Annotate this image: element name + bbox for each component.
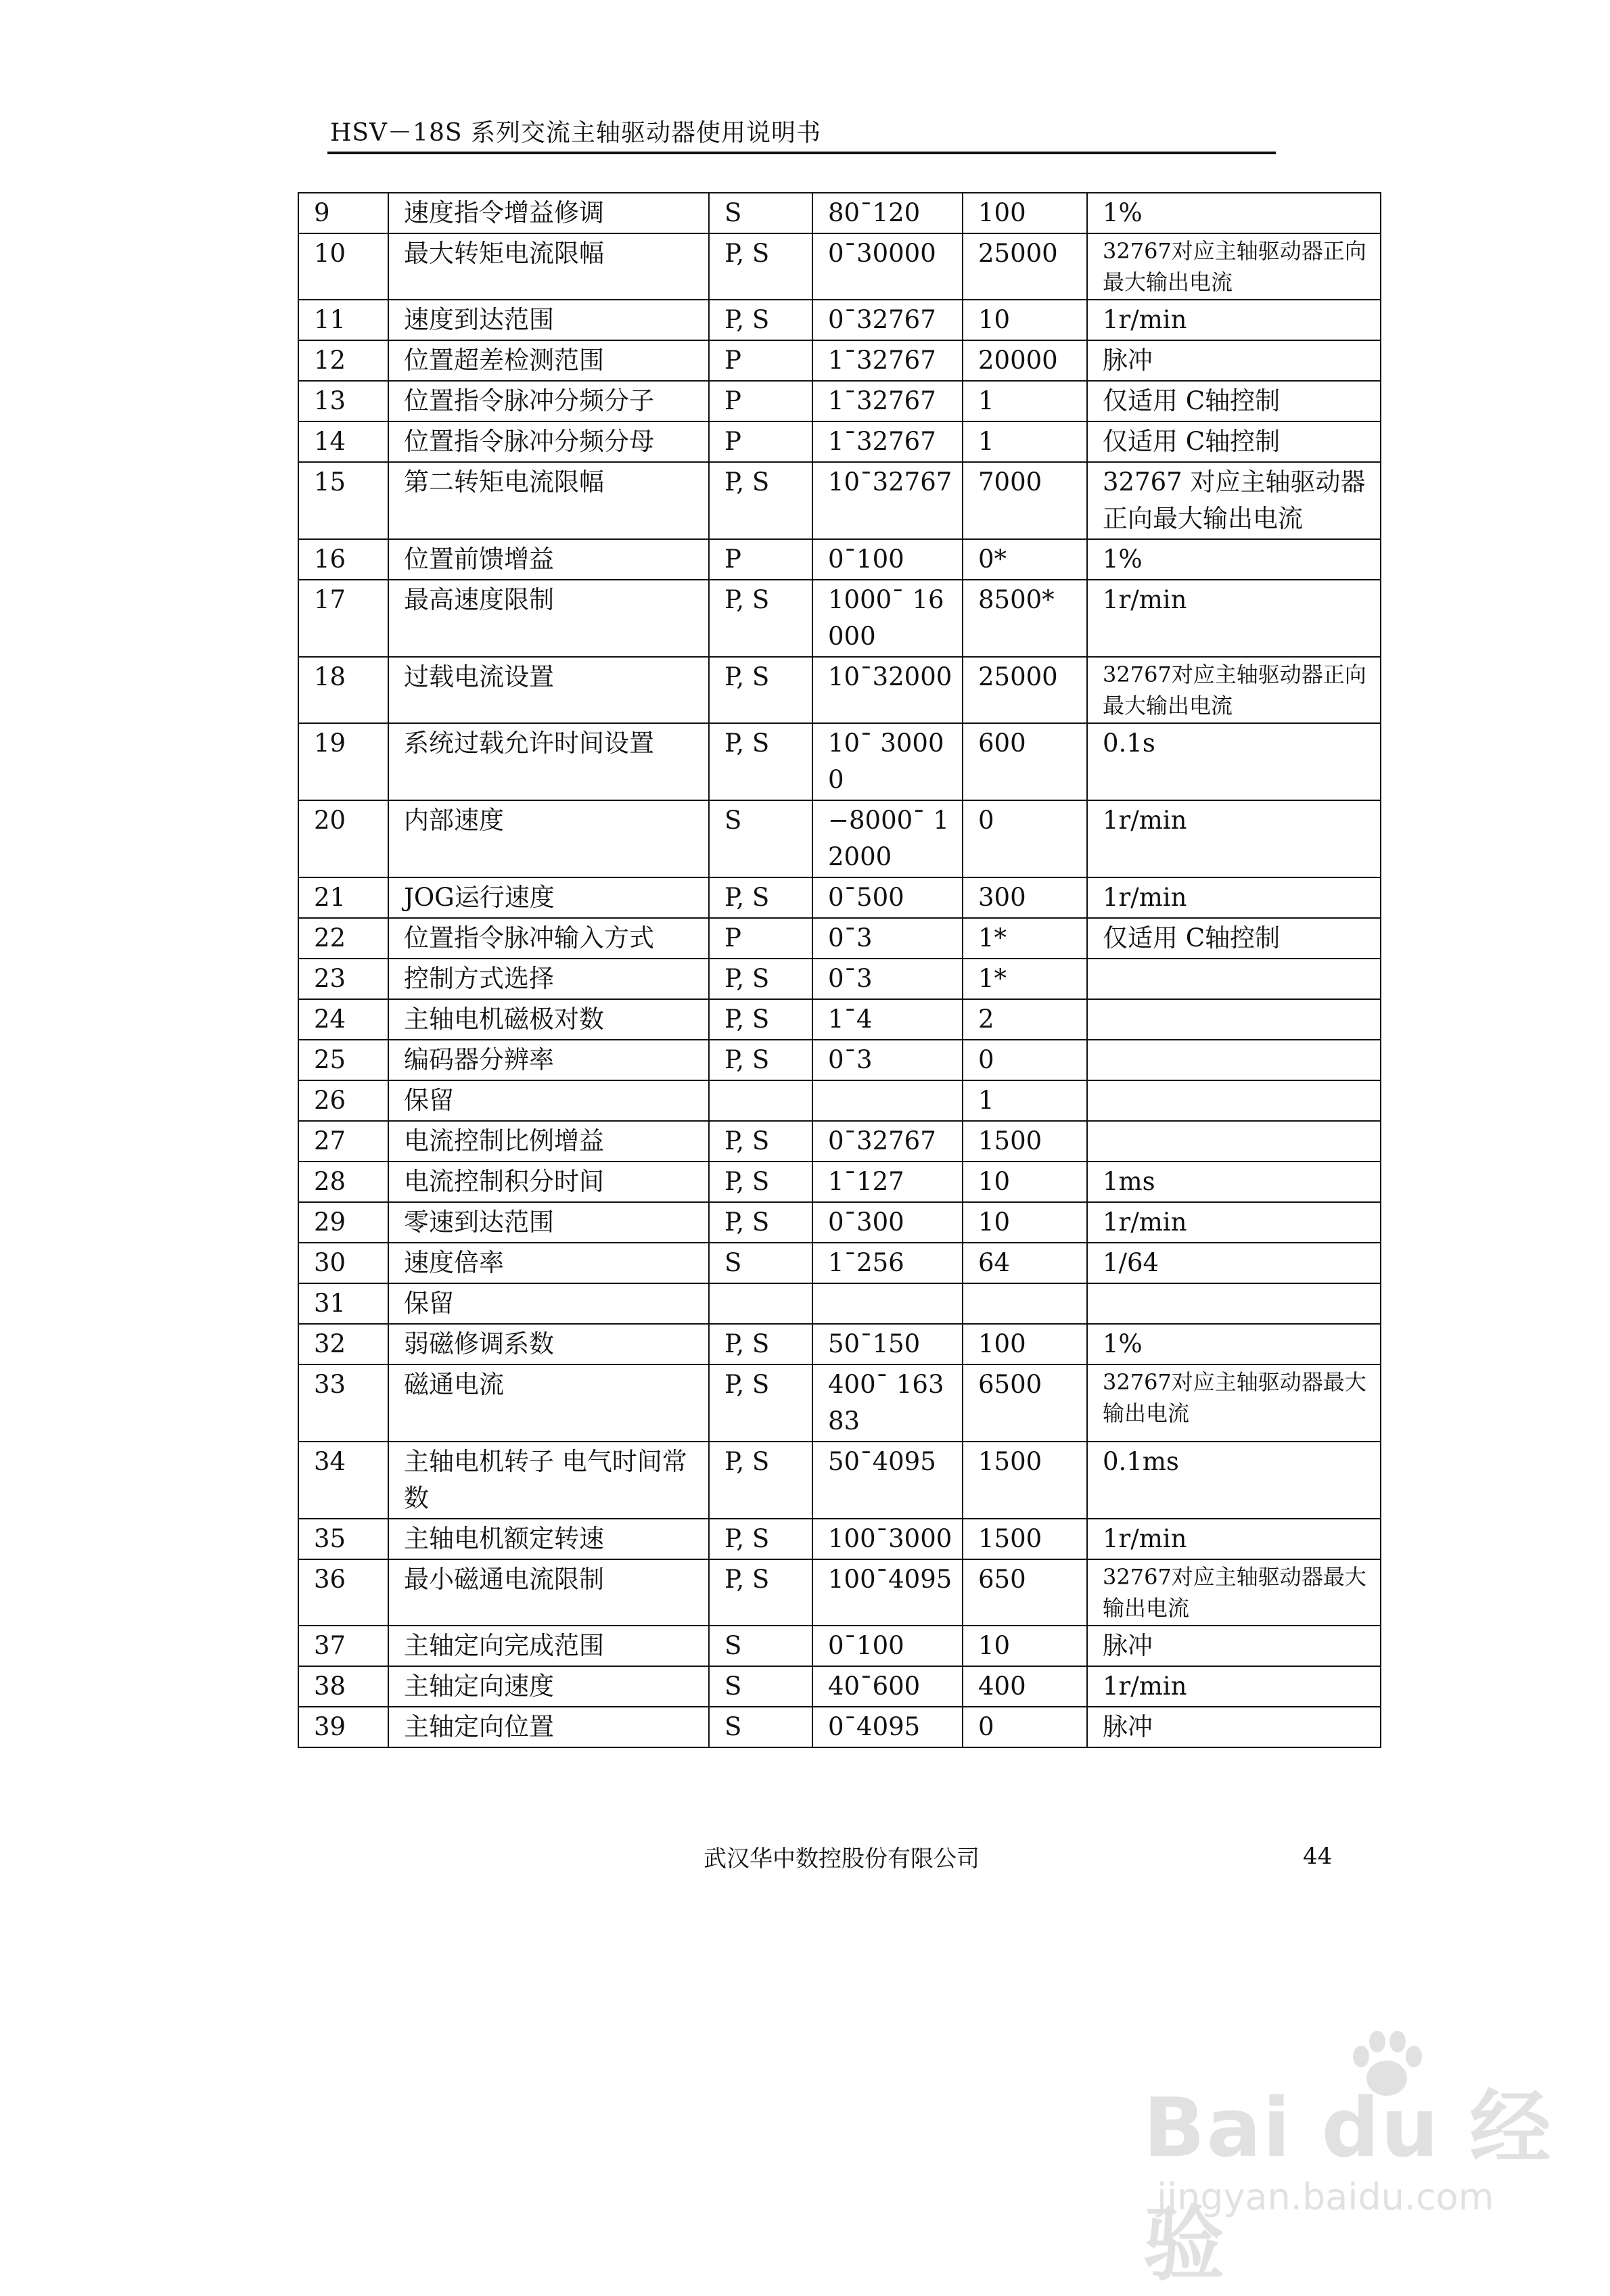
param-default: 0* <box>963 539 1087 580</box>
param-default: 650 <box>963 1559 1087 1626</box>
param-number: 16 <box>298 539 388 580</box>
param-unit <box>1087 1040 1381 1080</box>
param-unit: 32767对应主轴驱动器正向最大输出电流 <box>1087 657 1381 723</box>
param-number: 38 <box>298 1666 388 1707</box>
param-name: JOG运行速度 <box>388 877 709 918</box>
param-name: 编码器分辨率 <box>388 1040 709 1080</box>
param-mode: P, S <box>709 999 812 1040</box>
param-mode: P, S <box>709 300 812 340</box>
param-mode: P, S <box>709 462 812 539</box>
param-mode: S <box>709 193 812 233</box>
param-range: 10¯ 30000 <box>812 723 963 800</box>
param-default: 0 <box>963 1707 1087 1747</box>
param-name: 磁通电流 <box>388 1364 709 1442</box>
param-range: 10¯32000 <box>812 657 963 723</box>
param-name: 位置指令脉冲分频分子 <box>388 381 709 421</box>
param-default: 64 <box>963 1243 1087 1283</box>
param-default: 25000 <box>963 233 1087 300</box>
param-default: 1* <box>963 959 1087 999</box>
table-row <box>298 657 1381 723</box>
param-range: 0¯32767 <box>812 1121 963 1162</box>
param-range: 50¯150 <box>812 1324 963 1364</box>
param-default: 8500* <box>963 580 1087 657</box>
param-name: 电流控制积分时间 <box>388 1162 709 1202</box>
param-range: 0¯100 <box>812 539 963 580</box>
param-mode: S <box>709 1626 812 1666</box>
param-range: 0¯3 <box>812 959 963 999</box>
param-number: 23 <box>298 959 388 999</box>
table-row <box>298 1626 1381 1666</box>
param-number: 15 <box>298 462 388 539</box>
param-mode: P <box>709 340 812 381</box>
table-row <box>298 1707 1381 1747</box>
param-name: 零速到达范围 <box>388 1202 709 1243</box>
param-number: 26 <box>298 1080 388 1121</box>
param-number: 20 <box>298 800 388 877</box>
param-default: 10 <box>963 1626 1087 1666</box>
param-range: 1¯32767 <box>812 381 963 421</box>
param-name: 第二转矩电流限幅 <box>388 462 709 539</box>
param-range: 400¯ 16383 <box>812 1364 963 1442</box>
header-rule <box>327 152 1276 154</box>
table-row <box>298 1519 1381 1559</box>
param-number: 36 <box>298 1559 388 1626</box>
param-unit: 1r/min <box>1087 1202 1381 1243</box>
table-row <box>298 959 1381 999</box>
table-row <box>298 877 1381 918</box>
param-range: 1¯4 <box>812 999 963 1040</box>
param-unit <box>1087 959 1381 999</box>
param-mode: P <box>709 539 812 580</box>
param-range <box>812 1283 963 1324</box>
table-row <box>298 1080 1381 1121</box>
param-unit: 1r/min <box>1087 1519 1381 1559</box>
param-mode: P, S <box>709 1121 812 1162</box>
param-unit: 1r/min <box>1087 580 1381 657</box>
param-name: 最高速度限制 <box>388 580 709 657</box>
param-unit: 1% <box>1087 1324 1381 1364</box>
param-unit: 脉冲 <box>1087 340 1381 381</box>
param-range: −8000¯ 12000 <box>812 800 963 877</box>
param-number: 11 <box>298 300 388 340</box>
document-header-title: HSV－18S 系列交流主轴驱动器使用说明书 <box>330 119 821 147</box>
param-number: 17 <box>298 580 388 657</box>
param-unit: 仅适用 C轴控制 <box>1087 381 1381 421</box>
param-unit: 32767对应主轴驱动器最大输出电流 <box>1087 1364 1381 1442</box>
table-row <box>298 340 1381 381</box>
param-number: 22 <box>298 918 388 959</box>
param-mode: P, S <box>709 1040 812 1080</box>
param-name: 主轴定向完成范围 <box>388 1626 709 1666</box>
param-number: 24 <box>298 999 388 1040</box>
param-range: 0¯300 <box>812 1202 963 1243</box>
param-mode <box>709 1080 812 1121</box>
param-range: 0¯4095 <box>812 1707 963 1747</box>
param-default: 10 <box>963 1162 1087 1202</box>
param-default: 0 <box>963 800 1087 877</box>
param-range: 0¯30000 <box>812 233 963 300</box>
param-range: 0¯3 <box>812 918 963 959</box>
param-unit: 脉冲 <box>1087 1707 1381 1747</box>
param-default: 600 <box>963 723 1087 800</box>
param-number: 10 <box>298 233 388 300</box>
param-name: 速度倍率 <box>388 1243 709 1283</box>
param-name: 位置超差检测范围 <box>388 340 709 381</box>
param-mode: P, S <box>709 1162 812 1202</box>
param-mode: P, S <box>709 723 812 800</box>
baidu-jingyan-watermark <box>1143 2036 1563 2292</box>
param-name: 弱磁修调系数 <box>388 1324 709 1364</box>
param-mode: P, S <box>709 1202 812 1243</box>
param-name: 最大转矩电流限幅 <box>388 233 709 300</box>
watermark-url: jingyan.baidu.com <box>1157 2176 1494 2218</box>
param-number: 37 <box>298 1626 388 1666</box>
param-default: 0 <box>963 1040 1087 1080</box>
param-unit: 0.1ms <box>1087 1442 1381 1519</box>
param-unit <box>1087 999 1381 1040</box>
param-unit: 1r/min <box>1087 877 1381 918</box>
param-name: 电流控制比例增益 <box>388 1121 709 1162</box>
param-unit: 32767对应主轴驱动器正向最大输出电流 <box>1087 233 1381 300</box>
table-row <box>298 1364 1381 1442</box>
param-name: 速度指令增益修调 <box>388 193 709 233</box>
param-unit: 1ms <box>1087 1162 1381 1202</box>
param-unit: 仅适用 C轴控制 <box>1087 918 1381 959</box>
param-range: 1¯127 <box>812 1162 963 1202</box>
param-name: 位置指令脉冲分频分母 <box>388 421 709 462</box>
param-unit <box>1087 1121 1381 1162</box>
param-number: 33 <box>298 1364 388 1442</box>
param-mode: S <box>709 1707 812 1747</box>
param-default: 1500 <box>963 1519 1087 1559</box>
param-mode: P, S <box>709 1559 812 1626</box>
param-name: 主轴电机额定转速 <box>388 1519 709 1559</box>
param-mode: P, S <box>709 1324 812 1364</box>
param-mode: P, S <box>709 877 812 918</box>
param-mode: S <box>709 1666 812 1707</box>
param-range: 80¯120 <box>812 193 963 233</box>
param-mode: P, S <box>709 1442 812 1519</box>
param-default: 1500 <box>963 1121 1087 1162</box>
param-unit: 32767对应主轴驱动器最大输出电流 <box>1087 1559 1381 1626</box>
param-number: 28 <box>298 1162 388 1202</box>
param-range: 1000¯ 16000 <box>812 580 963 657</box>
param-range: 1¯32767 <box>812 421 963 462</box>
param-default: 1 <box>963 381 1087 421</box>
param-mode <box>709 1283 812 1324</box>
param-default: 400 <box>963 1666 1087 1707</box>
table-row <box>298 1162 1381 1202</box>
table-row <box>298 1324 1381 1364</box>
param-unit: 32767 对应主轴驱动器正向最大输出电流 <box>1087 462 1381 539</box>
table-row <box>298 1559 1381 1626</box>
watermark-brand: Bai du 经验 <box>1143 2082 1552 2292</box>
param-name: 位置前馈增益 <box>388 539 709 580</box>
page-number: 44 <box>1303 1843 1333 1870</box>
param-range: 0¯32767 <box>812 300 963 340</box>
param-default: 6500 <box>963 1364 1087 1442</box>
table-row <box>298 233 1381 300</box>
table-row <box>298 381 1381 421</box>
table-row <box>298 300 1381 340</box>
param-unit: 1/64 <box>1087 1243 1381 1283</box>
table-row <box>298 1243 1381 1283</box>
param-name: 系统过载允许时间设置 <box>388 723 709 800</box>
param-default: 1500 <box>963 1442 1087 1519</box>
param-mode: P, S <box>709 580 812 657</box>
param-name: 速度到达范围 <box>388 300 709 340</box>
param-mode: P <box>709 918 812 959</box>
param-default: 300 <box>963 877 1087 918</box>
param-name: 过载电流设置 <box>388 657 709 723</box>
param-range: 10¯32767 <box>812 462 963 539</box>
param-range: 100¯3000 <box>812 1519 963 1559</box>
param-unit: 仅适用 C轴控制 <box>1087 421 1381 462</box>
parameter-table <box>298 192 1381 1748</box>
param-unit: 脉冲 <box>1087 1626 1381 1666</box>
param-range: 100¯4095 <box>812 1559 963 1626</box>
param-range <box>812 1080 963 1121</box>
param-mode: S <box>709 1243 812 1283</box>
footer-company: 武汉华中数控股份有限公司 <box>704 1845 980 1873</box>
table-row <box>298 1283 1381 1324</box>
param-number: 21 <box>298 877 388 918</box>
table-row <box>298 1666 1381 1707</box>
param-name: 内部速度 <box>388 800 709 877</box>
param-name: 保留 <box>388 1283 709 1324</box>
param-default: 1 <box>963 1080 1087 1121</box>
param-unit: 1r/min <box>1087 800 1381 877</box>
param-mode: P, S <box>709 1519 812 1559</box>
table-row <box>298 539 1381 580</box>
param-default: 10 <box>963 1202 1087 1243</box>
table-row <box>298 580 1381 657</box>
table-row <box>298 800 1381 877</box>
param-name: 主轴定向速度 <box>388 1666 709 1707</box>
param-default: 10 <box>963 300 1087 340</box>
table-row <box>298 1202 1381 1243</box>
param-mode: P, S <box>709 657 812 723</box>
param-name: 主轴定向位置 <box>388 1707 709 1747</box>
param-name: 最小磁通电流限制 <box>388 1559 709 1626</box>
param-unit <box>1087 1283 1381 1324</box>
param-unit: 1r/min <box>1087 300 1381 340</box>
param-range: 40¯600 <box>812 1666 963 1707</box>
param-mode: P, S <box>709 233 812 300</box>
param-name: 保留 <box>388 1080 709 1121</box>
param-default: 25000 <box>963 657 1087 723</box>
param-unit: 0.1s <box>1087 723 1381 800</box>
param-number: 27 <box>298 1121 388 1162</box>
param-name: 主轴电机磁极对数 <box>388 999 709 1040</box>
param-unit: 1% <box>1087 193 1381 233</box>
param-number: 30 <box>298 1243 388 1283</box>
param-range: 0¯3 <box>812 1040 963 1080</box>
table-row <box>298 1121 1381 1162</box>
param-name: 位置指令脉冲输入方式 <box>388 918 709 959</box>
param-default: 2 <box>963 999 1087 1040</box>
param-number: 13 <box>298 381 388 421</box>
param-range: 50¯4095 <box>812 1442 963 1519</box>
param-number: 18 <box>298 657 388 723</box>
param-range: 1¯256 <box>812 1243 963 1283</box>
param-mode: P, S <box>709 1364 812 1442</box>
table-row <box>298 1040 1381 1080</box>
param-number: 12 <box>298 340 388 381</box>
param-range: 0¯500 <box>812 877 963 918</box>
param-number: 14 <box>298 421 388 462</box>
table-row <box>298 999 1381 1040</box>
param-mode: S <box>709 800 812 877</box>
param-number: 39 <box>298 1707 388 1747</box>
table-row <box>298 421 1381 462</box>
param-unit: 1r/min <box>1087 1666 1381 1707</box>
param-unit: 1% <box>1087 539 1381 580</box>
param-name: 主轴电机转子 电气时间常数 <box>388 1442 709 1519</box>
table-row <box>298 193 1381 233</box>
param-default: 100 <box>963 1324 1087 1364</box>
param-number: 34 <box>298 1442 388 1519</box>
param-default: 1* <box>963 918 1087 959</box>
table-row <box>298 1442 1381 1519</box>
param-name: 控制方式选择 <box>388 959 709 999</box>
table-row <box>298 462 1381 539</box>
table-row <box>298 918 1381 959</box>
param-range: 0¯100 <box>812 1626 963 1666</box>
param-number: 19 <box>298 723 388 800</box>
param-number: 9 <box>298 193 388 233</box>
param-mode: P <box>709 381 812 421</box>
param-number: 29 <box>298 1202 388 1243</box>
param-number: 32 <box>298 1324 388 1364</box>
param-default: 1 <box>963 421 1087 462</box>
param-mode: P <box>709 421 812 462</box>
param-unit <box>1087 1080 1381 1121</box>
param-number: 35 <box>298 1519 388 1559</box>
param-default: 20000 <box>963 340 1087 381</box>
param-number: 31 <box>298 1283 388 1324</box>
param-range: 1¯32767 <box>812 340 963 381</box>
parameter-table-body <box>298 193 1381 1747</box>
table-row <box>298 723 1381 800</box>
param-default: 7000 <box>963 462 1087 539</box>
param-default: 100 <box>963 193 1087 233</box>
param-mode: P, S <box>709 959 812 999</box>
param-number: 25 <box>298 1040 388 1080</box>
param-default <box>963 1283 1087 1324</box>
